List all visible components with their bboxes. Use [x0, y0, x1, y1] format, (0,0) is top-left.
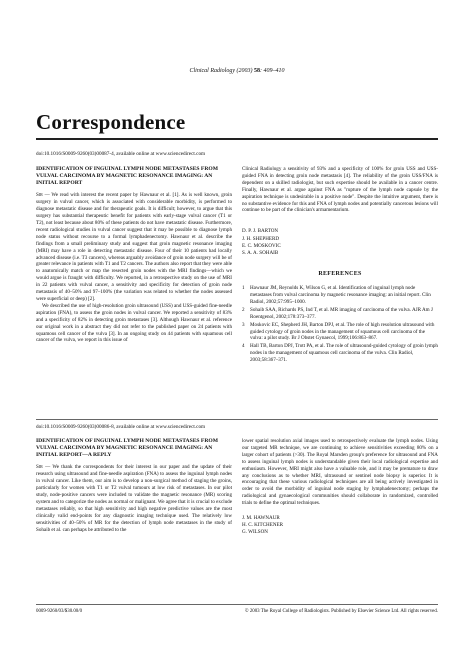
- letter2-paragraph-2: lower spatial resolution axial images used to retrospectively evaluate the lymph nodes. Using our targeted MR technique, we are continuing to achieve sensitivities exceeding 80% on a larger cohort of patients (>30). The Royal Marsden group's preference for ultrasound and FNA to assess inguinal lymph nodes is understandable given their local radiological expertise and enthusiasm. However, MRI might also have a valuable role, and it may be premature to draw any conclusions as to whether MRI, ultrasound or sentinel node biopsy is superior. It is encouraging that these various radiological techniques are all being actively investigated in order to avoid the morbidity of inguinal node staging by lymphadenectomy; perhaps the radiological and gynaecological communities should collaborate in randomized, controlled trials to define the optimal techniques.: [242, 438, 438, 507]
- reference-item: [242, 343, 438, 364]
- reference-number: 2: [242, 306, 245, 313]
- reference-number: 1: [242, 285, 245, 292]
- journal-year: (2003): [236, 68, 253, 74]
- reference-text: Hall TB, Barton DPJ, Trott PA, et al. The role of ultrasound-guided cytology of groin lymph nodes in the management of squamous cell carcinoma of the vulva. Clin Radiol, 2003;58:367–371.: [250, 343, 438, 364]
- reference-text: Hawnaur JM, Reynolds K, Wilson G, et al. Identification of inguinal lymph node metastases from vulval carcinoma by magnetic resonance imaging: an initial report. Clin Radiol, 2002;57:995–1000.: [250, 285, 431, 305]
- letter2-right-column: [242, 438, 438, 537]
- reference-number: 3: [242, 321, 245, 328]
- letter2-doi: doi:10.1016/S0009-9260(03)00086-8, available online at www.sciencedirect.com: [36, 424, 206, 430]
- footer-copyright: © 2003 The Royal College of Radiologists. Published by Elsevier Science Ltd. All rights reserved.: [244, 609, 438, 614]
- letter2-paragraph-1: Sir — We thank the correspondents for their interest in our paper and the update of their research using ultrasound and fine-needle aspiration (FNA) to assess the inguinal lymph nodes in vulval cancer. Like them, our aim is to develop a non-surgical method of staging the groins, particularly for women with T1 or T2 vulval tumours at low risk of metastases. In our pilot study, node-positive cancers were included to validate the magnetic resonance (MR) scoring system and to categorize the nodes as normal or malignant. We agree that it is crucial to exclude metastases reliably, so that high sensitivity and high negative predictive values are the most clinically valid end-points for any diagnostic imaging technique used. The relatively low sensitivities of 40–50% of MR for the detection of lymph node metastases in the study of Sohaib et al. can perhaps be attributed to the: [36, 464, 232, 533]
- reference-number: 4: [242, 343, 245, 350]
- reference-text: Moskovic EC, Shepherd JH, Barton DPJ, et al. The role of high resolution ultrasound with guided cytology of groin nodes in the management of squamous cell carcinoma of the vulva: a pilot study. Br J Obstet Gynaecol, 1999;106:863–867.: [250, 321, 435, 342]
- author-name: S. A. A. SOHAIB: [242, 249, 279, 256]
- author-name: E. C. MOSKOVIC: [242, 242, 281, 249]
- author-name: D. P. J. BARTON: [242, 228, 279, 235]
- author-name: J. H. SHEPHERD: [242, 235, 280, 242]
- journal-header: [0, 68, 474, 74]
- letter2-authors: [242, 515, 438, 537]
- section-rule: [36, 138, 438, 140]
- footer-rule: [36, 604, 438, 605]
- journal-volume: 58: [254, 68, 260, 74]
- references-title: REFERENCES: [318, 271, 362, 278]
- letter2-sir: Sir: [36, 464, 43, 471]
- letter2-left-column: [36, 438, 232, 533]
- letter1-right-column: [242, 166, 438, 365]
- reference-item: [242, 285, 438, 306]
- reference-item: [242, 322, 438, 343]
- letter1-doi: doi:10.1016/S0009-9260(03)00087-4, available online at www.sciencedirect.com: [36, 151, 206, 157]
- letter1-sir: Sir: [36, 192, 43, 199]
- letter1-left-column: [36, 166, 232, 344]
- author-name: J. M. HAWNAUR: [242, 515, 280, 522]
- reference-item: [242, 307, 438, 321]
- section-title: Correspondence: [36, 110, 186, 134]
- author-name: H. C. KITCHENER: [242, 522, 284, 529]
- letters-divider: [36, 419, 438, 420]
- journal-name: Clinical Radiology: [189, 68, 235, 74]
- journal-pages: : 409–410: [260, 68, 285, 74]
- letter1-title: IDENTIFICATION OF INGUINAL LYMPH NODE METASTASES FROM VULVAL CARCINOMA BY MAGNETIC RESONANCE IMAGING: AN INITIAL REPORT: [36, 166, 219, 186]
- letter1-paragraph-1: Sir — We read with interest the recent paper by Hawnaur et al. [1]. As is well known, groin surgery in vulval cancer, which is associated with considerable morbidity, is performed to diagnose metastatic disease and for therapeutic goals. It is difficult; however, to argue that this surgery has substantial therapeutic benefit for patients with early-stage vulval cancer (T1 or T2), not least because about 80% of these patients do not have metastatic disease. Furthermore, recent radiological studies in vulval cancer suggest that it may be possible to diagnose lymph node status without recourse to a formal lymphadenectomy. Hawnaur et al. describe the findings from a small preliminary study and suggest that groin magnetic resonance imaging (MRI) may have a role in detecting metastatic disease. Four of their 10 patients had locally advanced disease (i.e. T3 cancers), whereas arguably avoidance of groin node surgery will be of greater relevance in patients with T1 and T2 cancers. The authors also report that they were able to anatomically match or map the resected groin nodes with the MRI findings—which we would argue is fraught with difficulty. We reported, in a retrospective study on the use of MRI in 22 patients with vulval cancer, a sensitivity and specificity for detection of groin node metastasis of 40–50% and 97–100% (the variation was related to whether the nodes assessed were superficial or deep) [2].: [36, 192, 232, 302]
- letter2-title: IDENTIFICATION OF INGUINAL LYMPH NODE METASTASES FROM VULVAL CARCINOMA BY MAGNETIC RESONANCE IMAGING: AN INITIAL REPORT—A REPLY: [36, 438, 219, 458]
- letter1-authors: [242, 228, 438, 257]
- letter1-paragraph-3: Clinical Radiology a sensitivity of 93% and a specificity of 100% for groin USS and USS-guided FNA in detecting groin node metastasis [4]. The reliability of the groin USS/FNA is dependent on a skilled radiologist, but such expertise should be available in a cancer centre. Finally, Hawnaur et al. argue against FNA as "rupture of the lymph node capsule by the aspiration technique is undesirable in a positive node". Despite the intuitive argument, there is no substantive evidence for this and FNA of lymph nodes and potentially cancerous lesions will continue to be part of the clinician's armamentarium.: [242, 166, 438, 214]
- author-name: G. WILSON: [242, 529, 268, 536]
- reference-text: Sohaib SAA, Richards PS, Ind T, et al. MR imaging of carcinoma of the vulva. AJR Am J Roentgenol, 2002;178:373–377.: [250, 306, 433, 320]
- letter1-paragraph-2: We described the use of high-resolution groin ultrasound (USS) and USS-guided fine-needle aspiration (FNA), to assess the groin nodes in vulval cancer. We reported a sensitivity of 83% and a specificity of 82% in detecting groin metastases [3]. Although Hawnaur et al. reference our original work in a abstract they did not refer to the published paper on 24 patients with squamous cell cancer of the vulva [3]. In an ongoing study on 44 patients with squamous cell cancer of the vulva, we report in this issue of: [36, 302, 232, 344]
- references-list: [242, 285, 438, 364]
- footer-issn: 0009-9260/03/$30.00/0: [36, 609, 83, 614]
